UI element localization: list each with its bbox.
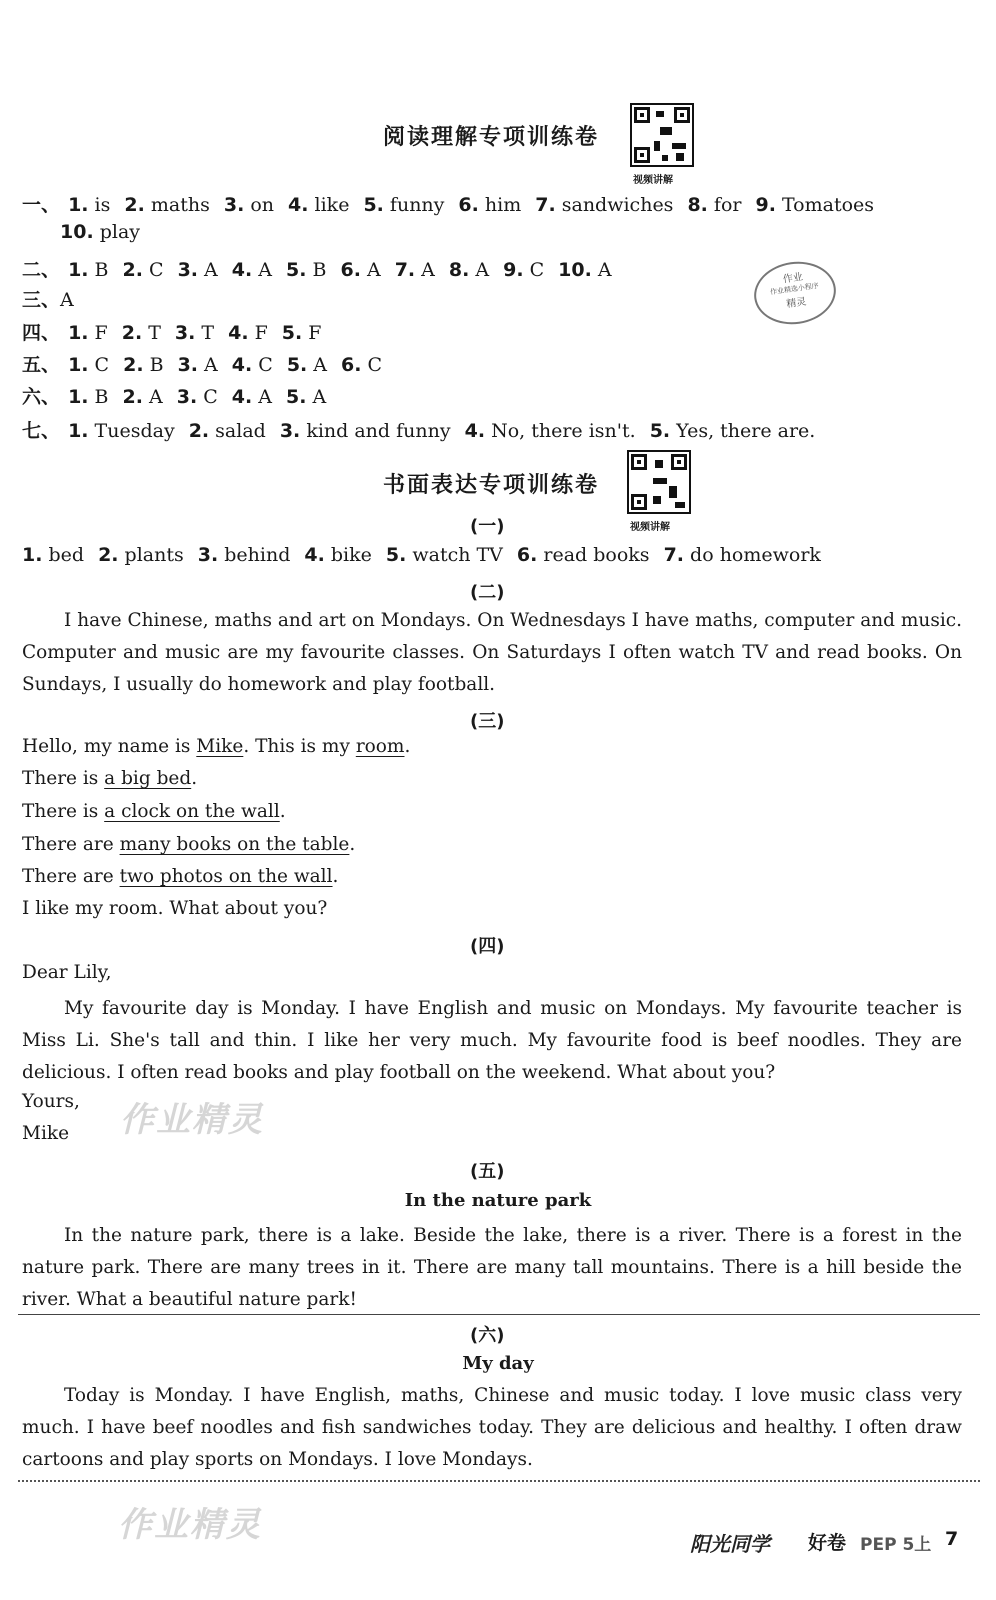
part-label: (六) — [470, 1325, 505, 1346]
item-answer: A — [198, 354, 218, 376]
item-answer: maths — [144, 194, 210, 216]
item-answer: B — [143, 354, 164, 376]
answer-item — [517, 544, 650, 566]
item-answer: A — [198, 259, 218, 281]
line-text: . — [191, 768, 198, 789]
item-number: 3. — [279, 420, 301, 442]
answer-row-4 — [22, 318, 335, 345]
letter-body — [22, 993, 962, 1089]
answer-item — [687, 194, 741, 216]
item-answer: watch TV — [406, 544, 503, 566]
essay-title: My day — [462, 1353, 534, 1374]
section-label: 二、 — [22, 259, 61, 281]
essay-line — [22, 736, 410, 757]
item-answer: read books — [537, 544, 650, 566]
qr-caption: 视频讲解 — [630, 522, 670, 533]
filled-blank: two photos on the wall — [119, 866, 333, 887]
answer-item — [386, 544, 503, 566]
item-number: 2. — [98, 544, 119, 566]
item-answer: kind and funny — [300, 420, 451, 442]
part-label: (四) — [470, 936, 505, 957]
item-number: 1. — [68, 194, 89, 216]
item-number: 1. — [68, 322, 89, 344]
item-answer: C — [252, 354, 273, 376]
item-number: 4. — [228, 322, 249, 344]
watermark: 作业精灵 — [120, 1100, 264, 1140]
answer-row-3 — [22, 285, 74, 312]
item-answer: is — [88, 194, 111, 216]
item-number: 3. — [174, 322, 196, 344]
answer-item — [232, 354, 273, 376]
page-number: 7 — [945, 1528, 959, 1550]
answer-item — [124, 194, 209, 216]
line-text: There are — [22, 834, 120, 855]
answer-row-writing-1 — [22, 544, 835, 566]
answer-item — [123, 354, 163, 376]
item-number: 4. — [304, 544, 325, 566]
filled-blank: Mike — [196, 736, 244, 757]
answer-row-6 — [22, 382, 340, 409]
section-label: 六、 — [22, 386, 61, 408]
item-answer: C — [361, 354, 383, 376]
item-answer: for — [707, 194, 742, 216]
answer-item — [98, 544, 184, 566]
answer-item — [123, 259, 164, 281]
item-answer: Tuesday — [88, 420, 175, 442]
answer-item: 10. play — [60, 221, 141, 243]
item-number: 9. — [503, 259, 524, 281]
section-label: 五、 — [22, 354, 61, 376]
item-answer: B — [88, 386, 109, 408]
item-answer: on — [244, 194, 275, 216]
paragraph-text: In the nature park, there is a lake. Beside the lake, there is a river. There is a forest in the nature park. There are many trees in it. There are many tall mountains. There is a hill beside the river. What a beautiful nature park! — [22, 1225, 962, 1310]
section-label: 三、 — [22, 289, 61, 311]
item-number: 2. — [123, 354, 144, 376]
answer-item — [363, 194, 444, 216]
answer-item — [198, 544, 291, 566]
line-text: . This is my — [243, 736, 356, 757]
part-label: (三) — [470, 711, 505, 732]
item-answer: A — [307, 354, 328, 376]
item-answer: C — [197, 386, 218, 408]
part-label: (五) — [470, 1161, 505, 1182]
section-label: 一、 — [22, 194, 61, 216]
item-number: 6. — [458, 194, 479, 216]
section-label: 七、 — [22, 420, 61, 442]
item-answer: bike — [324, 544, 372, 566]
item-number: 1. — [68, 259, 89, 281]
qr-code-icon[interactable] — [630, 103, 694, 167]
answer-item — [178, 354, 218, 376]
divider — [18, 1314, 980, 1315]
line-text: . — [332, 866, 339, 887]
item-number: 3. — [197, 544, 219, 566]
letter-greeting: Dear Lily, — [22, 962, 112, 983]
answer-item — [664, 544, 821, 566]
answer-item — [68, 420, 175, 442]
item-number: 2. — [121, 322, 143, 344]
answer-item — [395, 259, 435, 281]
letter-closing: Yours, — [22, 1091, 80, 1112]
item-number: 4. — [231, 354, 253, 376]
filled-blank: many books on the table — [119, 834, 350, 855]
brand-logo: 阳光同学 — [690, 1532, 770, 1556]
essay-line — [22, 834, 355, 855]
item-answer: A — [415, 259, 435, 281]
answer-item — [535, 194, 673, 216]
answer-item — [341, 354, 382, 376]
part-label: (一) — [470, 516, 505, 537]
item-answer: T — [195, 322, 215, 344]
filled-blank: a big bed — [104, 768, 192, 789]
essay-paragraph — [22, 1220, 962, 1316]
section-label: 四、 — [22, 322, 61, 344]
line-text: Hello, my name is — [22, 736, 197, 757]
item-answer: C — [523, 259, 545, 281]
reading-section-title: 阅读理解专项训练卷 — [383, 125, 600, 150]
answer-item — [340, 259, 380, 281]
item-answer: T — [142, 322, 161, 344]
answer-item — [122, 322, 161, 344]
item-number: 1. — [68, 386, 89, 408]
item-number: 7. — [535, 194, 556, 216]
item-answer: Tomatoes — [775, 194, 875, 216]
qr-code-icon[interactable] — [627, 450, 691, 514]
answer-item — [282, 322, 322, 344]
line-text: I like my room. What about you? — [22, 898, 328, 919]
item-number: 5. — [385, 544, 407, 566]
edition-label: PEP 5上 — [860, 1535, 932, 1555]
item-number: 7. — [394, 259, 416, 281]
item-answer: B — [88, 259, 109, 281]
answer-item — [228, 322, 268, 344]
item-number: 6. — [340, 259, 361, 281]
answer-item — [286, 386, 326, 408]
stamp-text-mid: 作业精选小程序 — [769, 281, 820, 297]
item-number: 5. — [286, 354, 308, 376]
item-answer: A — [142, 386, 163, 408]
item-answer: salad — [209, 420, 266, 442]
item-number: 7. — [663, 544, 685, 566]
item-number: 8. — [687, 194, 708, 216]
answer-item — [503, 259, 544, 281]
answer-item — [232, 259, 272, 281]
stamp-text-bottom: 精灵 — [785, 296, 808, 311]
essay-paragraph — [22, 1380, 962, 1476]
answer-item — [189, 420, 266, 442]
item-answer: do homework — [684, 544, 821, 566]
filled-blank: room — [355, 736, 405, 757]
item-number: 5. — [281, 322, 303, 344]
footer-divider — [18, 1480, 980, 1482]
answer-item — [68, 194, 110, 216]
answer-row-1 — [22, 190, 888, 217]
answer-item — [558, 259, 611, 281]
answer-row-7 — [22, 416, 829, 443]
item-answer: like — [308, 194, 350, 216]
item-answer: No, there isn't. — [485, 420, 636, 442]
item-answer: A — [252, 386, 272, 408]
qr-caption: 视频讲解 — [633, 175, 673, 186]
item-number: 3. — [177, 259, 199, 281]
item-number: 2. — [122, 259, 143, 281]
line-text: There is — [22, 801, 105, 822]
item-number: 1. — [68, 354, 89, 376]
essay-line — [22, 866, 338, 887]
stamp-text-top: 作业 — [782, 271, 804, 286]
item-answer: F — [248, 322, 268, 344]
item-answer: B — [306, 259, 327, 281]
essay-line — [22, 898, 327, 919]
item-answer: plants — [118, 544, 184, 566]
item-number: 4. — [231, 259, 253, 281]
item-number: 3. — [176, 386, 198, 408]
essay-paragraph — [22, 605, 962, 701]
answer-row-2 — [22, 255, 626, 282]
line-text: There is — [22, 768, 105, 789]
paragraph-text: Today is Monday. I have English, maths, Chinese and music today. I love music class very much. I have beef noodles and fish sandwiches today. They are delicious and healthy. I often draw cartoons and play sports on Mondays. I love Mondays. — [22, 1385, 962, 1470]
line-text: . — [349, 834, 356, 855]
letter-signature: Mike — [22, 1123, 70, 1144]
item-number: 3. — [223, 194, 245, 216]
answer-item — [288, 194, 349, 216]
answer-item — [232, 386, 272, 408]
answer-item — [304, 544, 372, 566]
item-number: 4. — [464, 420, 486, 442]
essay-line — [22, 768, 197, 789]
item-answer: funny — [383, 194, 445, 216]
item-answer: F — [302, 322, 322, 344]
answer-item — [224, 194, 274, 216]
answer-item — [22, 544, 84, 566]
item-number: 4. — [231, 386, 253, 408]
item-answer: A — [360, 259, 381, 281]
answer-row-1-cont — [60, 221, 154, 243]
answer-item — [650, 420, 816, 442]
answer-item — [286, 259, 326, 281]
item-number: 1. — [68, 420, 89, 442]
item-answer: A — [252, 259, 272, 281]
line-text: . — [279, 801, 286, 822]
answer-item — [177, 386, 218, 408]
answer-item — [175, 322, 214, 344]
item-number: 8. — [448, 259, 470, 281]
answer-text: A — [60, 289, 74, 311]
line-text: . — [404, 736, 411, 757]
line-text: There are — [22, 866, 120, 887]
item-number: 5. — [286, 259, 307, 281]
item-answer: C — [142, 259, 164, 281]
answer-item — [68, 354, 109, 376]
answer-row-5 — [22, 350, 396, 377]
item-number: 2. — [124, 194, 145, 216]
answer-item — [280, 420, 451, 442]
answer-item — [465, 420, 636, 442]
answer-item — [68, 322, 108, 344]
item-number: 5. — [363, 194, 384, 216]
item-answer: C — [88, 354, 110, 376]
answer-item — [449, 259, 489, 281]
item-answer: A — [591, 259, 612, 281]
writing-section-title: 书面表达专项训练卷 — [383, 473, 600, 498]
answer-item — [178, 259, 218, 281]
part-label: (二) — [470, 582, 505, 603]
stamp-seal — [750, 257, 840, 330]
item-number: 2. — [188, 420, 210, 442]
answer-item — [68, 386, 108, 408]
item-number: 5. — [649, 420, 671, 442]
answer-item — [123, 386, 163, 408]
item-number: 3. — [177, 354, 199, 376]
item-answer: behind — [218, 544, 291, 566]
essay-title: In the nature park — [404, 1190, 592, 1211]
answer-item — [755, 194, 874, 216]
item-answer: Yes, there are. — [670, 420, 816, 442]
item-number: 4. — [288, 194, 309, 216]
item-number: 10. — [558, 259, 592, 281]
item-answer: bed — [42, 544, 85, 566]
item-number: 9. — [755, 194, 776, 216]
item-number: 6. — [341, 354, 362, 376]
paragraph-text: I have Chinese, maths and art on Mondays. On Wednesdays I have maths, computer and music. Computer and music are my favourite classes. On Saturdays I often watch TV and read books. On Sundays, I usually do homework and play football. — [22, 610, 962, 695]
item-number: 6. — [516, 544, 538, 566]
item-answer: sandwiches — [555, 194, 674, 216]
item-answer: A — [306, 386, 327, 408]
series-name: 好卷 — [808, 1532, 847, 1554]
item-number: 5. — [286, 386, 307, 408]
paragraph-text: My favourite day is Monday. I have English and music on Mondays. My favourite teacher is Miss Li. She's tall and thin. I like her very much. My favourite food is beef noodles. They are delicious. I often read books and play football on the weekend. What about you? — [22, 998, 962, 1083]
item-answer: A — [469, 259, 490, 281]
item-answer: him — [478, 194, 522, 216]
answer-item — [287, 354, 327, 376]
item-answer: F — [88, 322, 108, 344]
item-number: 1. — [22, 544, 43, 566]
answer-item — [68, 259, 108, 281]
essay-line — [22, 801, 286, 822]
answer-item — [458, 194, 521, 216]
item-number: 2. — [122, 386, 143, 408]
watermark: 作业精灵 — [118, 1505, 262, 1545]
filled-blank: a clock on the wall — [104, 801, 280, 822]
